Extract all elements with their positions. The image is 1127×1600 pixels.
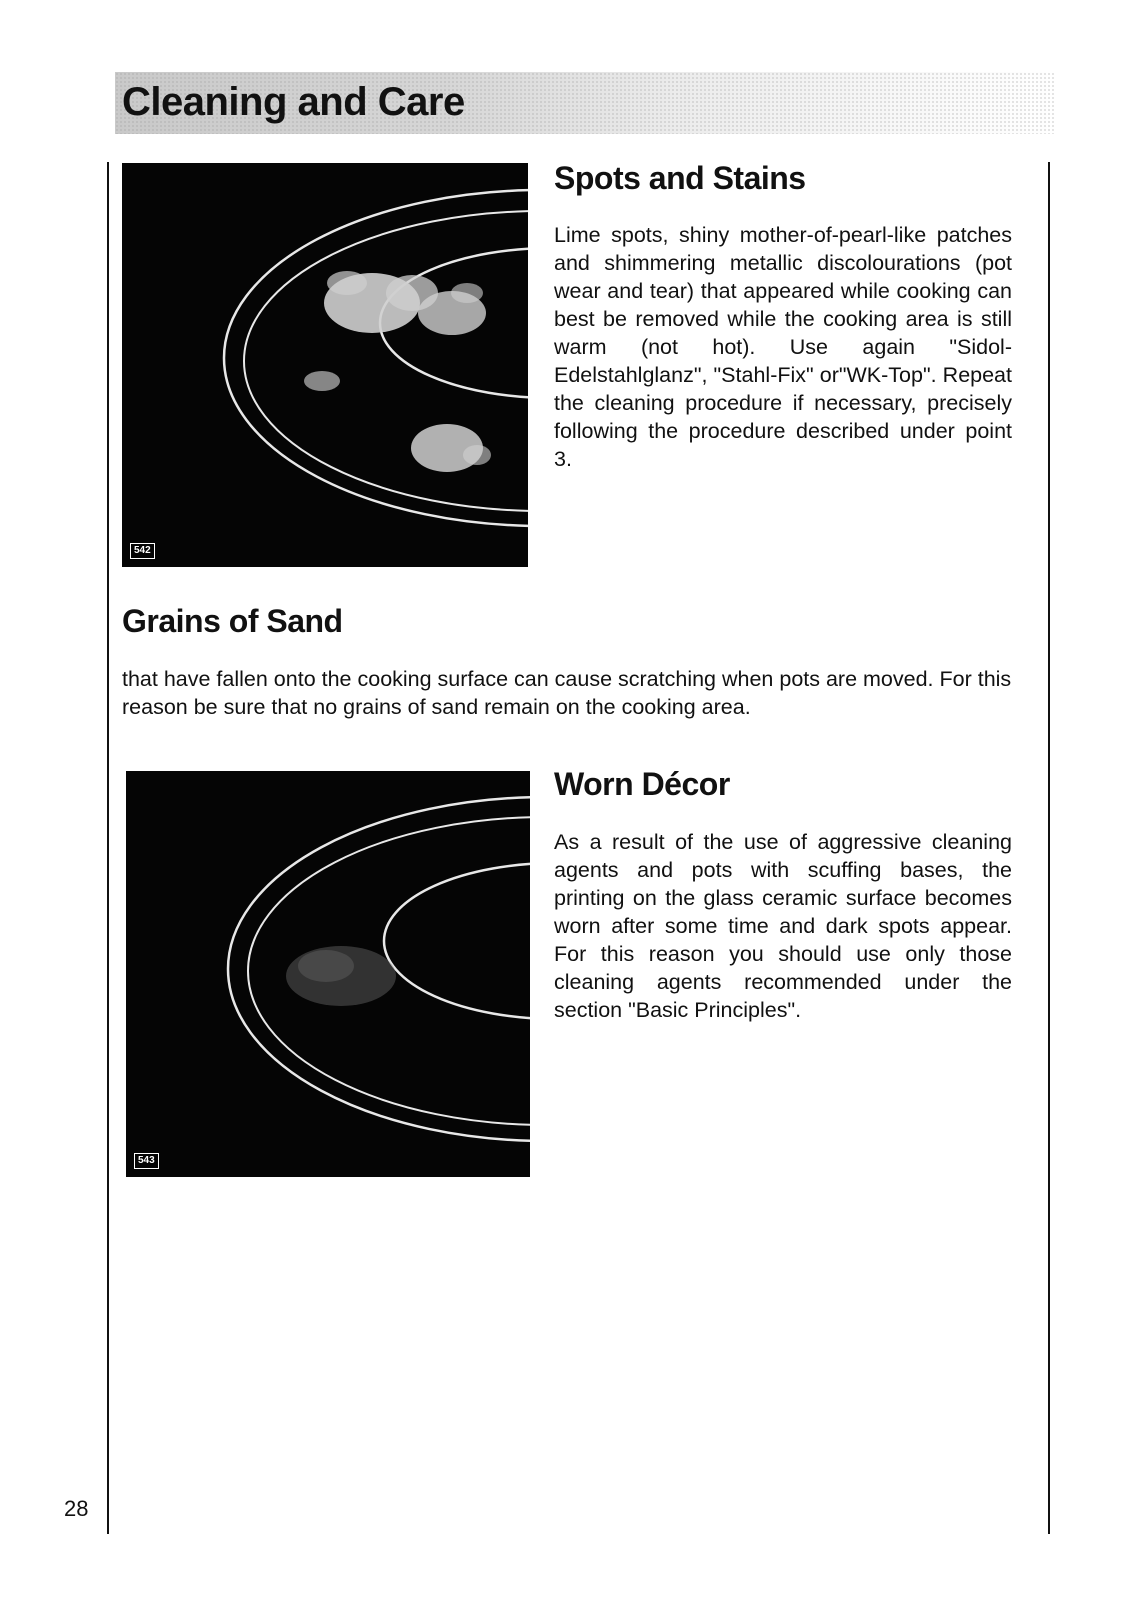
page-number: 28 (64, 1496, 89, 1521)
cooking-zone-illustration (122, 163, 528, 567)
figure-spots-and-stains (122, 163, 528, 567)
stain-cluster-3 (411, 424, 491, 472)
stain-cluster-2 (304, 371, 340, 391)
cooking-zone-illustration (126, 771, 530, 1177)
left-margin-rule (107, 162, 109, 1534)
section-title: Cleaning and Care (122, 80, 465, 124)
figure-number-label: 542 (130, 543, 155, 559)
sand-heading: Grains of Sand (122, 603, 343, 639)
right-margin-rule (1048, 162, 1050, 1534)
figure-number-label: 543 (134, 1153, 159, 1169)
spots-text: Lime spots, shiny mother-of-pearl-like patches and shimmering metallic discolourations (pot wear and tear) that appeared while cooking can best be removed while the cooking area is still warm (not hot). Use again "Sidol-Edelstahlglanz", "Stahl-Fix" or"WK-Top". Repeat the cleaning procedure if necessary, precisely following the procedure described under point 3. (554, 223, 1012, 471)
worn-text: As a result of the use of aggressive cleaning agents and pots with scuffing bases, the printing on the glass ceramic surface becomes worn after some time and dark spots appear. For this reason you should use only those cleaning agents recommended under the section "Basic Principles". (554, 830, 1012, 1022)
sand-text: that have fallen onto the cooking surface can cause scratching when pots are moved. For this reason be sure that no grains of sand remain on the cooking area. (122, 667, 1012, 719)
worn-heading: Worn Décor (554, 766, 730, 802)
figure-worn-decor (126, 771, 530, 1177)
worn-spot (286, 946, 396, 1006)
stain-cluster-1 (324, 271, 486, 335)
spots-heading: Spots and Stains (554, 160, 806, 196)
